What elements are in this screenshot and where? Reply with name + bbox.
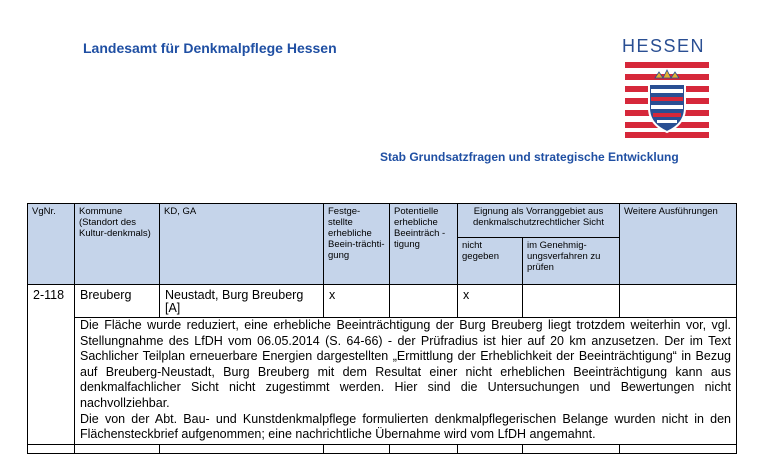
header-im-genehmigung: im Genehmig-ungsverfahren zu prüfen <box>523 237 620 284</box>
description-cell <box>75 318 737 445</box>
header-kd-ga: KD, GA <box>160 204 324 285</box>
header-eignung-group: Eignung als Vorranggebiet aus denkmalschutzrechtlicher Sicht <box>458 204 620 238</box>
cell-weitere <box>620 285 737 318</box>
description-paragraph-2: Die von der Abt. Bau- und Kunstdenkmalpflege formulierten denkmalpflegerischen Belange wurden nicht in den Flächensteckbrief aufgenommen; eine nachrichtliche Übernahme wird vom LfDH angemahnt. <box>80 411 731 442</box>
cell-potentielle <box>390 285 458 318</box>
description-paragraph-1: Die Fläche wurde reduziert, eine erhebliche Beeinträchtigung der Burg Breuberg liegt trotzdem weiterhin vor, vgl. Stellungnahme des LfDH vom 06.05.2014 (S. 64-66) - der Prüfradius ist hier auf 20 km anzusetzen. Der im Text Sachlicher Teilplan erneuerbare Energien dargestellten „Ermittlung der Erheblichkeit der Beeinträchtigung“ in Bezug auf Breuberg-Neustadt, Burg Breuberg mit dem Resultat einer nicht erheblichen Beeinträchtigung kann aus denkmalfachlicher Sicht nicht zugestimmt werden. Hier sind die Untersuchungen und Bewertungen nicht nachvollziehbar. <box>80 318 731 410</box>
hessen-coat-of-arms-icon <box>625 62 709 138</box>
assessment-table <box>27 203 737 454</box>
header-kommune: Kommune (Standort des Kultur-denkmals) <box>75 204 160 285</box>
cell-im-genehmigung <box>523 285 620 318</box>
header-nicht-gegeben: nicht gegeben <box>458 237 523 284</box>
department-subtitle: Stab Grundsatzfragen und strategische Entwicklung <box>380 150 679 164</box>
table-row-next <box>28 444 737 453</box>
header-festgestellte: Festge-stellte erhebliche Beein-trächti-gung <box>324 204 390 285</box>
hessen-logo-wordmark: HESSEN <box>622 36 706 56</box>
org-title: Landesamt für Denkmalpflege Hessen <box>83 40 337 56</box>
header-vgnr: VgNr. <box>28 204 75 285</box>
table-row-description <box>28 318 737 445</box>
cell-nicht-gegeben: x <box>458 285 523 318</box>
cell-vgnr: 2-118 <box>28 285 75 445</box>
header-weitere: Weitere Ausführungen <box>620 204 737 285</box>
table-header-row <box>28 204 737 238</box>
cell-kd-ga: Neustadt, Burg Breuberg [A] <box>160 285 324 318</box>
header-potentielle: Potentielle erhebliche Beeinträch -tigung <box>390 204 458 285</box>
cell-festgestellte: x <box>324 285 390 318</box>
table-row <box>28 285 737 318</box>
cell-kommune: Breuberg <box>75 285 160 318</box>
